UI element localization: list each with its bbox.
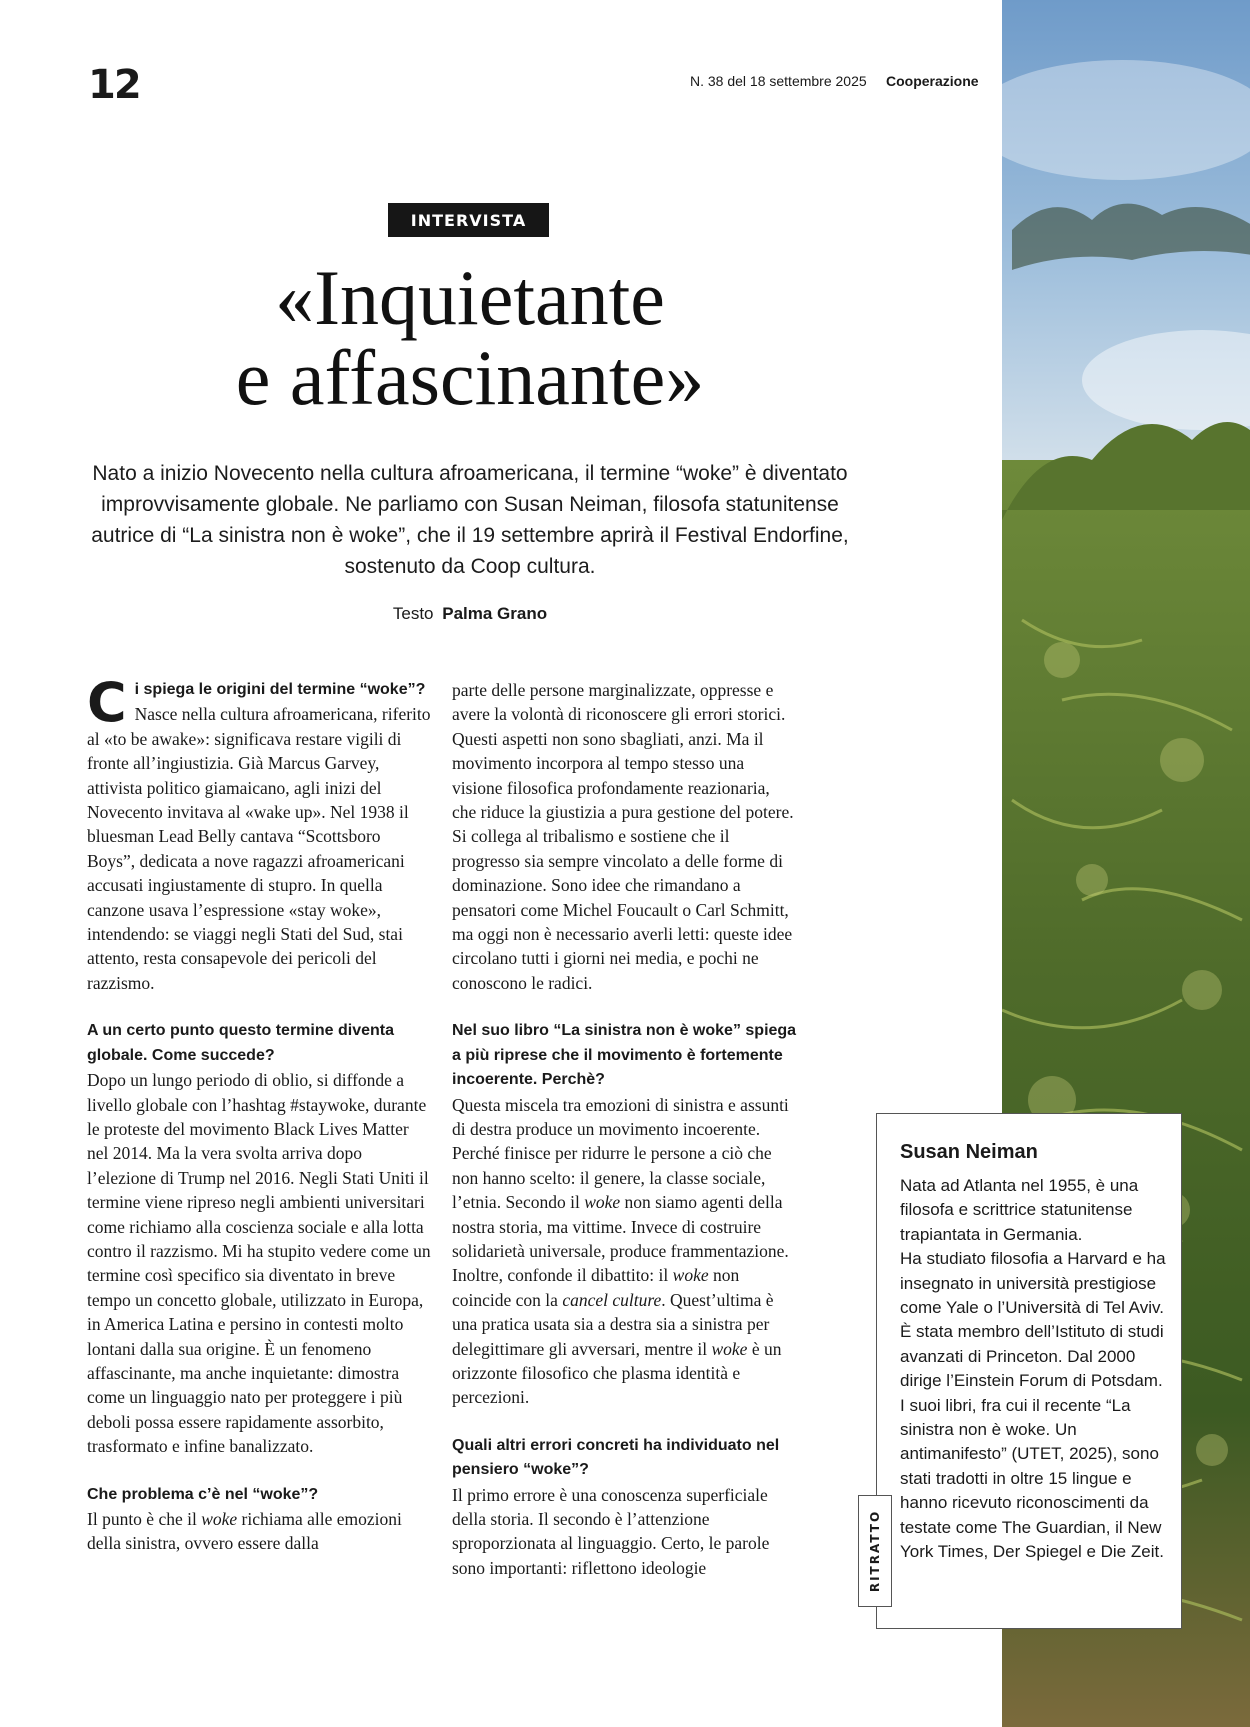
answer-5: Il primo errore è una conoscenza superficiale della storia. Il secondo è l’attenzione sproporzionata al linguaggio. Certo, le parole sono importanti: riflettono ideologie bbox=[452, 1484, 770, 1578]
article-column-1 bbox=[87, 671, 432, 1580]
question-3: Che problema c’è nel “woke”? bbox=[87, 1485, 319, 1503]
question-1: i spiega le origini del termine “woke”? bbox=[134, 681, 426, 698]
answer-4-text: . Quest’ultima è una pratica usata sia a destra sia a sinistra per delegittimare gli avversari, mentre il bbox=[452, 1289, 774, 1359]
answer-4-text: non siamo agenti della nostra storia, ma vittime. Invece di costruire solidarietà universale, produce frammentazione. Inoltre, confonde il dibattito: il bbox=[452, 1192, 789, 1286]
answer-1: Nasce nella cultura afroamericana, riferito al «to be awake»: significava restare vigili di fronte all’ingiustizia. Già Marcus Garvey, attivista politico giamaicano, agli inizi del Novecento invitava al «wake up». Nel 1938 il bluesman Lead Belly cantava “Scottsboro Boys”, dedicata a nove ragazzi afroamericani accusati ingiustamente di stupro. In quella canzone usava l’espressione «stay woke», intendendo: se viaggi negli Stati del Sud, stai attento, resta consapevole dei pericoli del razzismo. bbox=[87, 704, 431, 993]
byline-label: Testo bbox=[392, 604, 434, 623]
byline bbox=[300, 604, 640, 624]
answer-paragraph bbox=[87, 1019, 432, 1458]
byline-author: Palma Grano bbox=[442, 604, 548, 623]
answer-paragraph bbox=[452, 678, 797, 995]
answer-3-text-end: richiama alle emozioni della sinistra, ovvero essere dalla bbox=[87, 1509, 402, 1554]
answer-paragraph bbox=[87, 1483, 432, 1556]
question-5: Quali altri errori concreti ha individuato nel pensiero “woke”? bbox=[452, 1436, 780, 1479]
answer-4-text: Questa miscela tra emozioni di sinistra e assunti di destra produce un movimento incoerente. Perché finisce per ridurre le persone a ciò che non hanno scelto: il genere, la classe sociale, l’etnia. Secondo il bbox=[452, 1094, 789, 1213]
publication-name: Cooperazione bbox=[886, 73, 979, 89]
article-column-2 bbox=[452, 678, 797, 1604]
answer-4-text: non coincide con la bbox=[452, 1265, 740, 1310]
headline-line-2: e affascinante» bbox=[235, 334, 705, 421]
headline bbox=[40, 254, 900, 421]
answer-paragraph bbox=[87, 671, 432, 995]
answer-3-text: Il punto è che il bbox=[87, 1509, 202, 1529]
answer-4-italic: woke bbox=[711, 1338, 748, 1359]
answer-2: Dopo un lungo periodo di oblio, si diffonde a livello globale con l’hashtag #staywoke, durante le proteste del movimento Black Lives Matter nel 2014. Ma la vera svolta arriva dopo l’elezione di Trump nel 2016. Negli Stati Uniti il termine viene ripreso negli ambienti universitari come richiamo alla coscienza sociale e alla lotta contro il razzismo. Mi ha stupito vedere come un termine così specifico sia diventato in breve tempo un concetto globale, utilizzato in Europa, in America Latina e persino in contesti molto lontani dalla sua origine. È un fenomeno affascinante, ma anche inquietante: dimostra come un linguaggio nato per proteggere i più deboli possa essere rapidamente assorbito, trasformato e infine banalizzato. bbox=[87, 1070, 431, 1457]
issue-date: N. 38 del 18 settembre 2025 bbox=[690, 73, 867, 89]
portrait-tab bbox=[858, 1495, 892, 1607]
answer-paragraph bbox=[452, 1434, 797, 1580]
answer-3-continued: parte delle persone marginalizzate, oppresse e avere la volontà di riconoscere gli errori storici. Questi aspetti non sono sbagliati, anzi. Ma il movimento incorpora al tempo stesso una visione filosofica profondamente reazionaria, che riduce la giustizia a pura gestione del potere. Si collega al tribalismo e sostiene che il progresso sia sempre vincolato a delle forme di dominazione. Sono idee che rimandano a pensatori come Michel Foucault o Carl Schmitt, ma oggi non è necessario averli letti: queste idee circolano tutti i giorni nei media, e pochi ne conoscono le radici. bbox=[452, 680, 794, 993]
answer-paragraph bbox=[452, 1019, 797, 1410]
portrait-bio: Nata ad Atlanta nel 1955, è una filosofa e scrittrice statunitense trapiantata in Germania. Ha studiato filosofia a Harvard e ha insegnato in università prestigiose come Yale o l’Università di Tel Aviv. È stata membro dell’Istituto di studi avanzati di Princeton. Dal 2000 dirige l’Einstein Forum di Potsdam. I suoi libri, fra cui il recente “La sinistra non è woke. Un antimanifesto” (UTET, 2025), sono stati tradotti in oltre 15 lingue e hanno ricevuto riconoscimenti da testate come The Guardian, il New York Times, Der Spiegel e Die Zeit. bbox=[900, 1176, 1166, 1562]
portrait-tab-label: RITRATTO bbox=[868, 1509, 882, 1593]
answer-4-italic: woke bbox=[584, 1192, 621, 1213]
section-kicker: INTERVISTA bbox=[388, 203, 549, 237]
answer-4-text: è un orizzonte filosofico che plasma identità e percezioni. bbox=[452, 1338, 782, 1408]
question-2: A un certo punto questo termine diventa globale. Come succede? bbox=[87, 1022, 394, 1064]
answer-4-italic: woke bbox=[672, 1265, 709, 1286]
answer-3-italic: woke bbox=[201, 1509, 238, 1529]
answer-4-italic: cancel culture bbox=[562, 1289, 662, 1310]
standfirst: Nato a inizio Novecento nella cultura afroamericana, il termine “woke” è diventato improvvisamente globale. Ne parliamo con Susan Neiman, filosofa statunitense autrice di “La sinistra non è woke”, che il 19 settembre aprirà il Festival Endorfine, sostenuto da Coop cultura. bbox=[91, 462, 849, 578]
portrait-box bbox=[876, 1113, 1182, 1629]
question-4: Nel suo libro “La sinistra non è woke” spiega a più riprese che il movimento è fortemente incoerente. Perchè? bbox=[452, 1022, 797, 1089]
page-number: 12 bbox=[88, 62, 140, 108]
headline-line-1: «Inquietante bbox=[275, 254, 665, 341]
drop-cap: C bbox=[87, 671, 127, 734]
portrait-name: Susan Neiman bbox=[900, 1141, 1038, 1163]
